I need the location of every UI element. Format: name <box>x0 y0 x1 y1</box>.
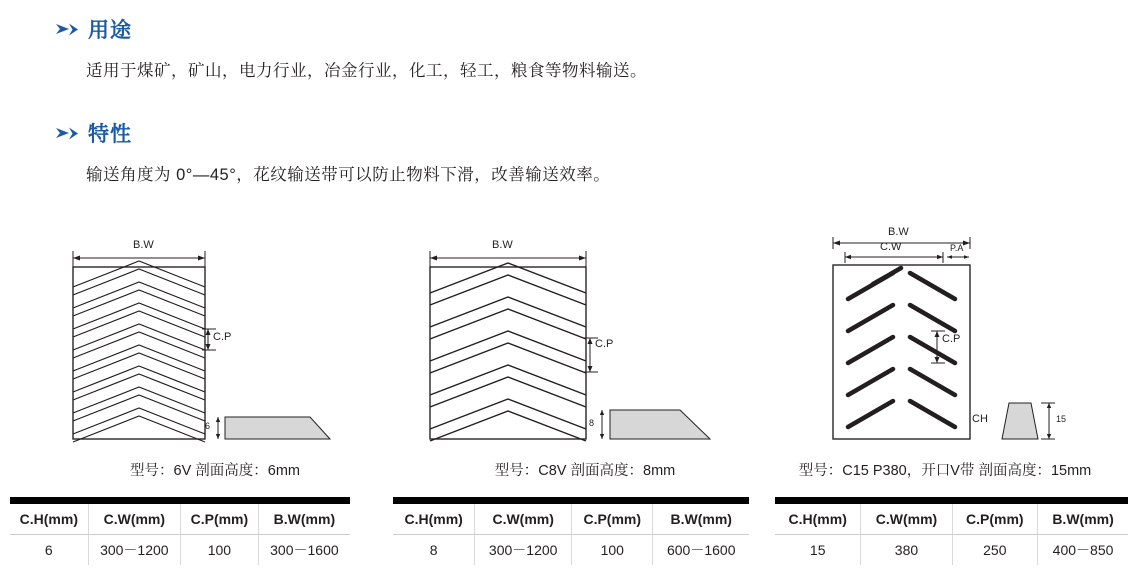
header-ch: C.H(mm) <box>10 504 88 535</box>
spec-table-c15 <box>775 497 1128 565</box>
header-ch: C.H(mm) <box>775 504 861 535</box>
table-top-rule <box>10 497 350 504</box>
header-cw: C.W(mm) <box>475 504 572 535</box>
spec-table-c8v <box>393 497 749 565</box>
value-cp: 250 <box>952 535 1038 566</box>
value-bw: 300－1600 <box>258 535 350 566</box>
value-ch: 8 <box>393 535 475 566</box>
label-cw: C.W <box>880 241 902 253</box>
arrow-bullet-icon <box>56 23 78 37</box>
header-bw: B.W(mm) <box>653 504 749 535</box>
table-row <box>393 535 749 566</box>
features-body: 输送角度为 0°—45°，花纹输送带可以防止物料下滑，改善输送效率。 <box>86 166 611 184</box>
value-cp: 100 <box>572 535 653 566</box>
figure-6v <box>55 225 375 480</box>
table-row <box>10 535 350 566</box>
table-header-row <box>775 504 1128 535</box>
label-height: 6 <box>205 421 211 431</box>
usage-body: 适用于煤矿，矿山，电力行业，冶金行业，化工，轻工，粮食等物料输送。 <box>86 62 647 80</box>
usage-title: 用途 <box>88 19 132 42</box>
section-usage <box>0 14 1138 81</box>
caption-c15: 型号：C15 P380，开口V带 剖面高度：15mm <box>798 463 1092 479</box>
table-top-rule <box>393 497 749 504</box>
section-features <box>0 118 1138 185</box>
spec-table-6v <box>10 497 350 565</box>
label-ch: CH <box>972 413 988 425</box>
header-bw: B.W(mm) <box>258 504 350 535</box>
caption-6v: 型号：6V 剖面高度：6mm <box>130 463 300 479</box>
header-cp: C.P(mm) <box>181 504 259 535</box>
label-height: 8 <box>589 418 595 428</box>
label-bw: B.W <box>492 239 513 251</box>
header-cw: C.W(mm) <box>861 504 952 535</box>
figure-c8v-drawing <box>420 225 750 455</box>
label-pa: P.A <box>950 243 964 253</box>
label-bw: B.W <box>888 226 909 238</box>
figure-c15-drawing <box>765 225 1125 455</box>
figure-c15 <box>765 225 1125 480</box>
label-cp: C.P <box>595 338 614 350</box>
figure-6v-drawing <box>55 225 375 455</box>
value-bw: 400－850 <box>1038 535 1128 566</box>
header-bw: B.W(mm) <box>1038 504 1128 535</box>
value-cw: 300－1200 <box>475 535 572 566</box>
header-cp: C.P(mm) <box>572 504 653 535</box>
value-cw: 380 <box>861 535 952 566</box>
table-header-row <box>10 504 350 535</box>
value-bw: 600－1600 <box>653 535 749 566</box>
label-bw: B.W <box>133 239 154 251</box>
value-ch: 6 <box>10 535 88 566</box>
features-heading-row <box>0 118 1138 148</box>
value-cp: 100 <box>181 535 259 566</box>
label-cp: C.P <box>942 333 961 345</box>
value-ch: 15 <box>775 535 861 566</box>
arrow-bullet-icon <box>56 127 78 141</box>
header-cp: C.P(mm) <box>952 504 1038 535</box>
table-row <box>775 535 1128 566</box>
header-ch: C.H(mm) <box>393 504 475 535</box>
table-top-rule <box>775 497 1128 504</box>
caption-c8v: 型号：C8V 剖面高度：8mm <box>494 463 676 479</box>
value-cw: 300－1200 <box>88 535 180 566</box>
header-cw: C.W(mm) <box>88 504 180 535</box>
features-title: 特性 <box>88 123 132 146</box>
figure-c8v <box>420 225 750 480</box>
table-header-row <box>393 504 749 535</box>
label-cp: C.P <box>213 331 232 343</box>
label-height: 15 <box>1056 414 1067 424</box>
usage-heading-row <box>0 14 1138 44</box>
